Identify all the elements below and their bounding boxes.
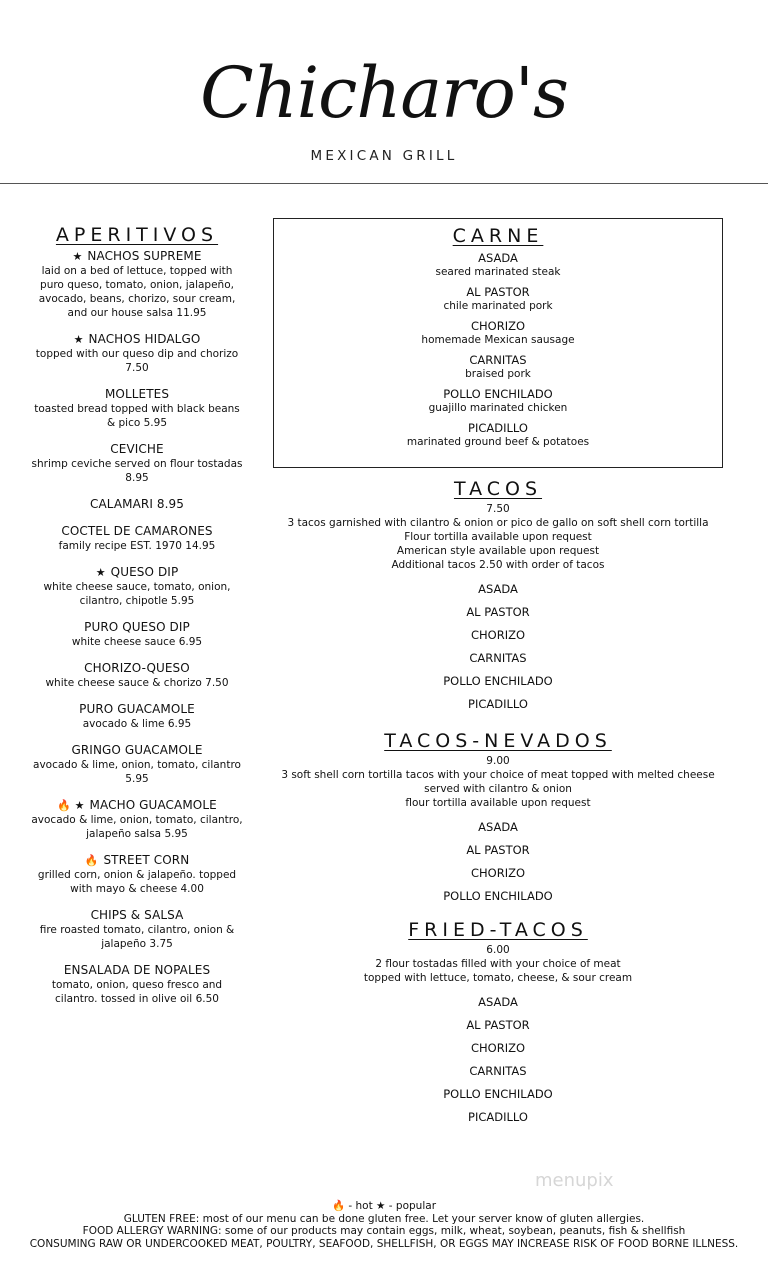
- tacos-nevados-price: 9.00: [486, 755, 510, 767]
- aperitivo-name: [30, 524, 244, 539]
- carne-item: [274, 387, 722, 415]
- fried-tacos-price: 6.00: [486, 944, 510, 956]
- aperitivo-badge-icon: ★: [72, 250, 83, 263]
- aperitivo-name-text: CHIPS & SALSA: [90, 908, 184, 922]
- fried-tacos-meat: PICADILLO: [468, 1110, 528, 1124]
- tacos-nevados-meat: AL PASTOR: [466, 843, 530, 857]
- aperitivo-item: [30, 620, 244, 649]
- watermark-text: menupix: [535, 1170, 614, 1191]
- carne-item: [274, 353, 722, 381]
- tacos-nevados-note: 3 soft shell corn tortilla tacos with your choice of meat topped with melted cheese: [281, 769, 715, 781]
- aperitivo-name-text: PURO QUESO DIP: [84, 620, 190, 634]
- gluten-free-note: GLUTEN FREE: most of our menu can be done gluten free. Let your server know of gluten allergies.: [123, 1212, 645, 1225]
- tacos-nevados-note: flour tortilla available upon request: [405, 797, 591, 809]
- aperitivo-item: [30, 565, 244, 608]
- aperitivo-description: tomato, onion, queso fresco and cilantro. tossed in olive oil 6.50: [51, 979, 223, 1005]
- aperitivo-name: [30, 332, 244, 347]
- aperitivo-item: [30, 332, 244, 375]
- aperitivo-name-text: GRINGO GUACAMOLE: [71, 743, 203, 757]
- carne-name: POLLO ENCHILADO: [443, 387, 553, 401]
- aperitivo-item: [30, 524, 244, 553]
- aperitivo-name: [30, 442, 244, 457]
- aperitivo-item: [30, 743, 244, 786]
- aperitivo-item: [30, 853, 244, 896]
- aperitivo-item: [30, 497, 244, 512]
- fried-tacos-meat: CHORIZO: [470, 1041, 526, 1055]
- tacos-price: 7.50: [486, 503, 510, 515]
- aperitivo-description: avocado & lime, onion, tomato, cilantro, jalapeño salsa 5.95: [31, 814, 243, 840]
- aperitivos-section: [30, 224, 244, 1018]
- tacos-notes: [273, 516, 723, 572]
- tacos-nevados-note: served with cilantro & onion: [424, 783, 572, 795]
- carne-name: CHORIZO: [470, 319, 526, 333]
- tacos-nevados-meat: POLLO ENCHILADO: [443, 889, 553, 903]
- tacos-note: Additional tacos 2.50 with order of tacos: [391, 559, 605, 571]
- aperitivo-description: topped with our queso dip and chorizo 7.50: [35, 348, 239, 374]
- tacos-meat: ASADA: [478, 582, 518, 596]
- carne-description: guajillo marinated chicken: [428, 402, 568, 414]
- carne-title: CARNE: [452, 225, 544, 247]
- fried-tacos-notes: [273, 957, 723, 985]
- aperitivo-name: [30, 798, 244, 813]
- carne-name: ASADA: [478, 251, 518, 265]
- aperitivo-item: [30, 249, 244, 320]
- aperitivo-badge-icon: ★: [73, 333, 84, 346]
- tacos-meat: AL PASTOR: [466, 605, 530, 619]
- carne-description: braised pork: [465, 368, 531, 380]
- fried-tacos-title: FRIED-TACOS: [408, 919, 588, 941]
- aperitivo-name: [30, 387, 244, 402]
- carne-description: seared marinated steak: [435, 266, 561, 278]
- carne-item: [274, 285, 722, 313]
- aperitivo-name: [30, 497, 244, 512]
- aperitivo-name-text: ENSALADA DE NOPALES: [63, 963, 211, 977]
- carne-name: CARNITAS: [469, 353, 527, 367]
- aperitivo-name: [30, 743, 244, 758]
- aperitivo-description: white cheese sauce 6.95: [71, 636, 203, 648]
- aperitivos-list: [30, 249, 244, 1006]
- fried-tacos-meat: CARNITAS: [469, 1064, 527, 1078]
- fried-tacos-meat: POLLO ENCHILADO: [443, 1087, 553, 1101]
- tacos-note: 3 tacos garnished with cilantro & onion or pico de gallo on soft shell corn tortilla: [287, 517, 709, 529]
- aperitivo-item: [30, 387, 244, 430]
- aperitivo-item: [30, 963, 244, 1006]
- aperitivo-name-text: MOLLETES: [104, 387, 170, 401]
- aperitivo-description: white cheese sauce & chorizo 7.50: [45, 677, 229, 689]
- aperitivo-name-text: MACHO GUACAMOLE: [89, 798, 217, 812]
- aperitivos-title: APERITIVOS: [55, 224, 219, 246]
- tacos-meat: POLLO ENCHILADO: [443, 674, 553, 688]
- raw-food-warning: CONSUMING RAW OR UNDERCOOKED MEAT, POULTRY, SEAFOOD, SHELLFISH, OR EGGS MAY INCREASE RISK OF FOOD BORNE ILLNESS.: [29, 1237, 739, 1250]
- menu-header: [0, 0, 768, 184]
- aperitivo-description: white cheese sauce, tomato, onion, cilantro, chipotle 5.95: [43, 581, 231, 607]
- aperitivo-name-text: NACHOS SUPREME: [87, 249, 202, 263]
- aperitivo-item: [30, 702, 244, 731]
- fried-tacos-section: [273, 919, 723, 1129]
- carne-description: marinated ground beef & potatoes: [406, 436, 590, 448]
- aperitivo-item: [30, 442, 244, 485]
- aperitivo-item: [30, 798, 244, 841]
- tacos-title: TACOS: [453, 478, 543, 500]
- tacos-note: American style available upon request: [396, 545, 600, 557]
- aperitivo-badge-icon: 🔥: [84, 854, 99, 867]
- header-divider: [0, 183, 768, 184]
- tacos-meat: CARNITAS: [469, 651, 527, 665]
- aperitivo-name-text: CHORIZO-QUESO: [84, 661, 190, 675]
- aperitivo-description: toasted bread topped with black beans & pico 5.95: [34, 403, 240, 429]
- tacos-meat: CHORIZO: [470, 628, 526, 642]
- carne-description: chile marinated pork: [443, 300, 553, 312]
- tacos-nevados-notes: [273, 768, 723, 810]
- aperitivo-badge-icon: 🔥 ★: [57, 799, 85, 812]
- aperitivo-name: [30, 908, 244, 923]
- menu-footer: [0, 1200, 768, 1250]
- carne-name: AL PASTOR: [466, 285, 530, 299]
- carne-description: homemade Mexican sausage: [421, 334, 575, 346]
- aperitivo-name-text: PURO GUACAMOLE: [79, 702, 195, 716]
- aperitivo-name-text: COCTEL DE CAMARONES: [61, 524, 213, 538]
- aperitivo-description: laid on a bed of lettuce, topped with puro queso, tomato, onion, jalapeño, avocado, beans, chorizo, sour cream, and our house salsa 11.95: [38, 265, 236, 319]
- aperitivo-name: [30, 249, 244, 264]
- aperitivo-name: [30, 702, 244, 717]
- aperitivo-description: fire roasted tomato, cilantro, onion & jalapeño 3.75: [39, 924, 235, 950]
- food-allergy-warning: FOOD ALLERGY WARNING: some of our products may contain eggs, milk, wheat, soybean, peanuts, fish & shellfish: [82, 1225, 686, 1238]
- fried-tacos-meat: AL PASTOR: [466, 1018, 530, 1032]
- carne-name: PICADILLO: [468, 421, 528, 435]
- aperitivo-item: [30, 661, 244, 690]
- fried-tacos-note: topped with lettuce, tomato, cheese, & sour cream: [363, 972, 633, 984]
- aperitivo-description: avocado & lime 6.95: [82, 718, 192, 730]
- aperitivo-name: [30, 963, 244, 978]
- aperitivo-name-text: CALAMARI 8.95: [89, 497, 185, 511]
- restaurant-subtitle: MEXICAN GRILL: [310, 148, 458, 164]
- aperitivo-description: family recipe EST. 1970 14.95: [58, 540, 216, 552]
- fried-tacos-meat: ASADA: [478, 995, 518, 1009]
- aperitivo-name-text: QUESO DIP: [110, 565, 179, 579]
- legend-line: 🔥 - hot ★ - popular: [331, 1200, 437, 1212]
- carne-item: [274, 251, 722, 279]
- carne-list: [274, 251, 722, 449]
- aperitivo-name: [30, 661, 244, 676]
- carne-item: [274, 319, 722, 347]
- tacos-nevados-meat: CHORIZO: [470, 866, 526, 880]
- tacos-nevados-meat: ASADA: [478, 820, 518, 834]
- tacos-nevados-title: TACOS-NEVADOS: [384, 730, 612, 752]
- tacos-meat-list: [273, 578, 723, 716]
- carne-section: [273, 218, 723, 468]
- restaurant-logo: Chicharo's: [200, 52, 568, 134]
- tacos-section: [273, 478, 723, 716]
- carne-item: [274, 421, 722, 449]
- aperitivo-name: [30, 853, 244, 868]
- aperitivo-name: [30, 565, 244, 580]
- aperitivo-name-text: STREET CORN: [103, 853, 190, 867]
- fried-tacos-meat-list: [273, 991, 723, 1129]
- aperitivo-description: grilled corn, onion & jalapeño. topped with mayo & cheese 4.00: [37, 869, 237, 895]
- tacos-nevados-meat-list: [273, 816, 723, 908]
- tacos-nevados-section: [273, 730, 723, 908]
- aperitivo-item: [30, 908, 244, 951]
- tacos-meat: PICADILLO: [468, 697, 528, 711]
- aperitivo-badge-icon: ★: [95, 566, 106, 579]
- aperitivo-name-text: NACHOS HIDALGO: [88, 332, 201, 346]
- fried-tacos-note: 2 flour tostadas filled with your choice of meat: [375, 958, 621, 970]
- aperitivo-description: avocado & lime, onion, tomato, cilantro 5.95: [33, 759, 241, 785]
- aperitivo-name: [30, 620, 244, 635]
- tacos-note: Flour tortilla available upon request: [404, 531, 592, 543]
- aperitivo-name-text: CEVICHE: [110, 442, 164, 456]
- aperitivo-description: shrimp ceviche served on flour tostadas 8.95: [31, 458, 243, 484]
